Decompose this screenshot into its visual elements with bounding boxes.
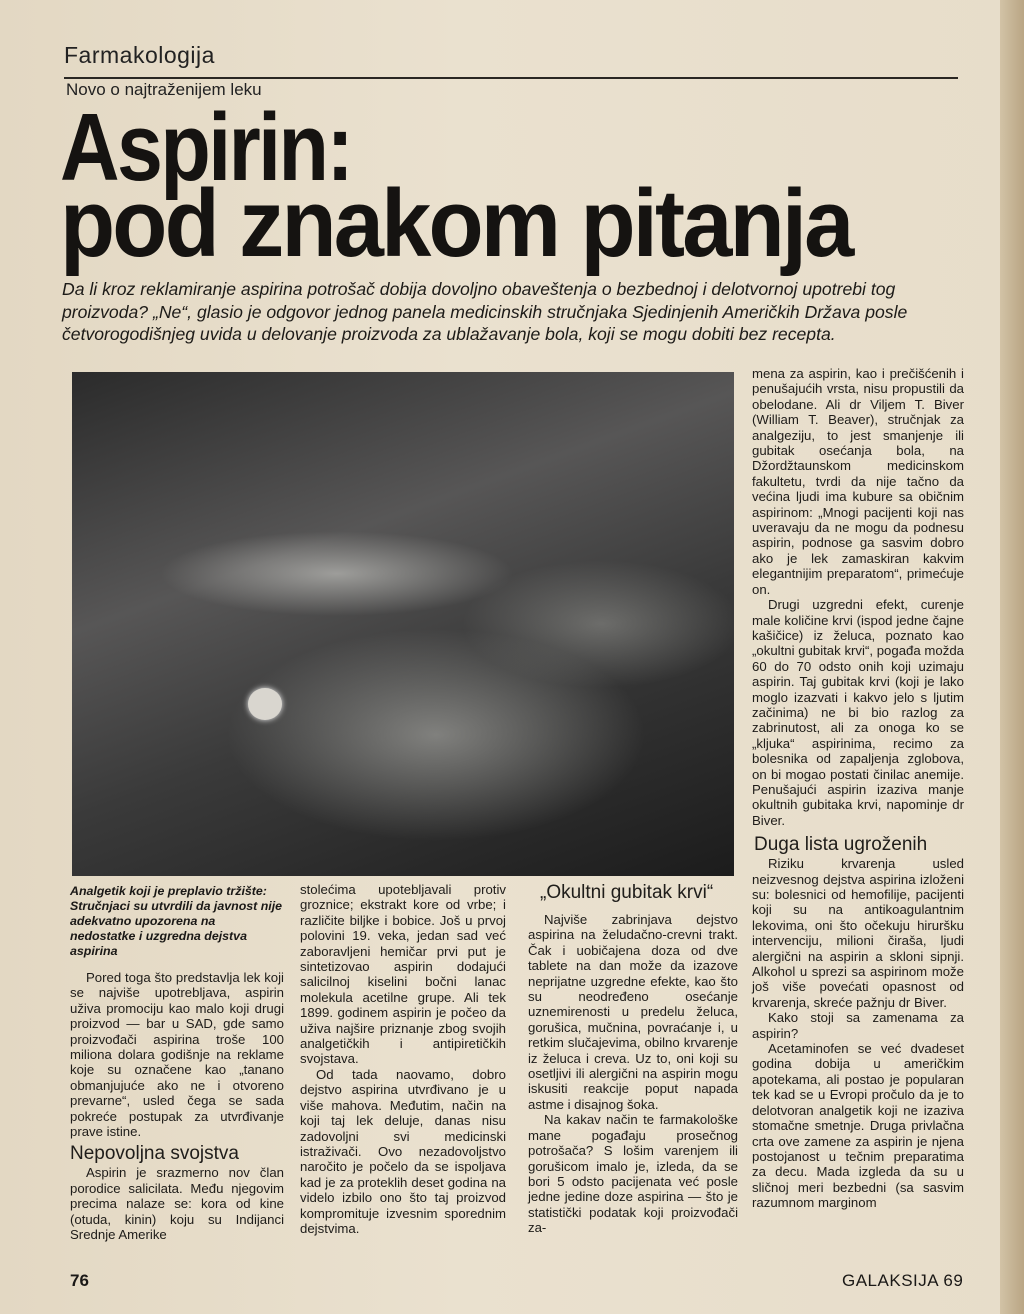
subhead-okultni-gubitak: „Okultni gubitak krvi“	[540, 882, 714, 903]
column-3-paragraph-1: Najviše zabrinjava dejstvo aspirina na želudačno-crevni trakt. Čak i uobičajena doza od dve tablete na dan može da izazove neprijatne uzgredne efekte, kao što su neodređeno osećanje uznemirenosti u predelu želuca, gorušica, mučnina, povraćanje i, u retkim slučajevima, obilno krvarenje iz želuca i creva. Uz to, oni koji su osetljivi ili alergični na aspirin mogu iskusiti reakcije poput napada astme i disajnog šoka.	[528, 912, 738, 1112]
column-4-paragraph-1: mena za aspirin, kao i prečišćenih i penušajućih vrsta, nisu propustili da obelodane. Ali dr Viljem T. Biver (William T. Beaver), stručnjak za analgeziju, to jest smanjenje ili gubitak osećanja bola, na Džordžtaunskom medicinskom fakultetu, tvrdi da nije tačno da većina ljudi ima kubure sa običnim aspirinom: „Mnogi pacijenti koji nas uveravaju da ne mogu da podnesu aspirin, podnose ga sasvim dobro ako je lek zamaskiran kakvim elegantnijim preparatom“, primećuje on.	[752, 366, 964, 597]
column-2-paragraph-1: stolećima upotebljavali protiv groznice; ekstrakt kore od vrbe; i različite biljke i bobice. Još u prvoj polovini 19. veka, jedan sad već zaboravljeni hemičar prvi put je sintetizovao aspirin dodajući salicilnoj kiselini bočni lanac molekula acetilne grupe. Ali tek 1899. godinem aspirin je počeo da uživa najšire priznanje zbog svojih analgetičkih i antipiretičkih svojstava.	[300, 882, 506, 1067]
column-1-paragraph-1: Pored toga što predstavlja lek koji se najviše upotrebljava, aspirin uživa promociju kao malo koji drugi proizvod — bar u SAD, gde samo proizvođači aspirina troše 100 miliona dolara godišnje na reklame koje su označene kao „tanano obmanjujuće ako ne i otvoreno prevarne“, usled čega se sada pokreće postupak za utvrđivanje prave istine.	[70, 970, 284, 1140]
column-1-paragraph-2: Aspirin je srazmerno nov član porodice salicilata. Među njegovim precima nalaze se: kora od kine (otuda, kinin) koju su Indijanci Srednje Amerike	[70, 1165, 284, 1243]
aspirin-pill	[248, 688, 282, 720]
column-2	[300, 882, 506, 1236]
section-title: Farmakologija	[64, 42, 215, 68]
column-1	[70, 970, 284, 1243]
column-2-paragraph-2: Od tada naovamo, dobro dejstvo aspirina utvrđivano je u više mahova. Međutim, način na koji taj lek deluje, danas nisu zadovoljni svi medicinski istraživači. Ovo nezadovoljstvo naročito je počelo da se ispoljava kad je za proteklih deset godina na videlo izbilo ono što taj proizvod kompromituje izvesnim sporednim dejstvima.	[300, 1066, 506, 1236]
section-rule	[64, 77, 958, 79]
headline-line-2: pod znakom pitanja	[60, 170, 852, 277]
column-3	[528, 882, 738, 1236]
kicker: Novo o najtraženijem leku	[66, 80, 262, 99]
headline-line-1: Aspirin:	[60, 94, 352, 201]
column-4	[752, 366, 964, 1211]
page-spine-shadow	[1000, 0, 1024, 1314]
column-5-paragraph-3: Acetaminofen se već dvadeset godina dobija u američkim apotekama, ali postao je popularan tek kad se u Evropi pročulo da je to delotvoran analgetik koji ne izaziva stomačne smetnje. Druga privlačna crta ove zamene za aspirin je njena postojanost u tečnim preparatima za decu. Mada izgleda da su u sličnoj meri bezbedni (sa sasvim razumnom marginom	[752, 1041, 964, 1211]
page-number-right: GALAKSIJA 69	[842, 1271, 964, 1290]
photo-caption: Analgetik koji je preplavio tržište: Stručnjaci su utvrdili da javnost nije adekvatno upozorena na nedostatke i uzgredna dejstva aspirina	[70, 884, 283, 958]
column-4-paragraph-2: Drugi uzgredni efekt, curenje male količine krvi (ispod jedne čajne kašičice) iz želuca, poznato kao „okultni gubitak krvi“, pogađa možda 60 do 70 odsto onih koji uzimaju aspirin. Taj gubitak krvi (koji je lako moglo izazvati i kakvo jelo s ljutim začinima) ne bi bio razlog za zabrinutost, ali za onoga ko se „kljuka“ aspirinima, recimo za bolesnika od zapaljenja zglobova, on bi mogao postati činilac anemije. Penušajući aspirin izaziva manje okultnih gubitaka krvi, napominje dr Biver.	[752, 597, 964, 828]
page-number-left: 76	[70, 1271, 89, 1290]
subhead-duga-lista: Duga lista ugroženih	[754, 834, 928, 856]
hand-with-pill-photo	[72, 372, 734, 876]
column-3-paragraph-2: Na kakav način te farmakološke mane pogađaju prosečnog potrošača? S lošim varenjem ili gorušicom imalo je, izleda, da se bori 5 odsto pacijenata već posle jedne jedine doze aspirina — što je statistički podatak koji proizvođači za-	[528, 1112, 738, 1236]
lead-paragraph: Da li kroz reklamiranje aspirina potrošač dobija dovoljno obaveštenja o bezbednoj i delotvornoj upotrebi tog proizvoda? „Ne“, glasio je odgovor jednog panela medicinskih stručnjaka Sjedinjenih Američkih Država posle četvorogodišnjeg uvida u delovanje proizvoda za ublažavanje bola, koji se mogu dobiti bez recepta.	[62, 279, 908, 344]
subhead-nepovoljna-svojstva: Nepovoljna svojstva	[70, 1143, 239, 1165]
column-5-paragraph-1: Riziku krvarenja usled neizvesnog dejstva aspirina izloženi su: bolesnici od hemofilije, pacijenti koji su na antikoagulantnim lekovima, oni što očekuju hiruršku intervenciju, milioni čiraša, ljudi alergični na aspirin a skloni sipnji. Alkohol u sprezi sa aspirinom može još više povećati opasnost od krvarenja, skreće pažnju dr Biver.	[752, 856, 964, 1010]
column-5-paragraph-2: Kako stoji sa zamenama za aspirin?	[752, 1010, 964, 1041]
